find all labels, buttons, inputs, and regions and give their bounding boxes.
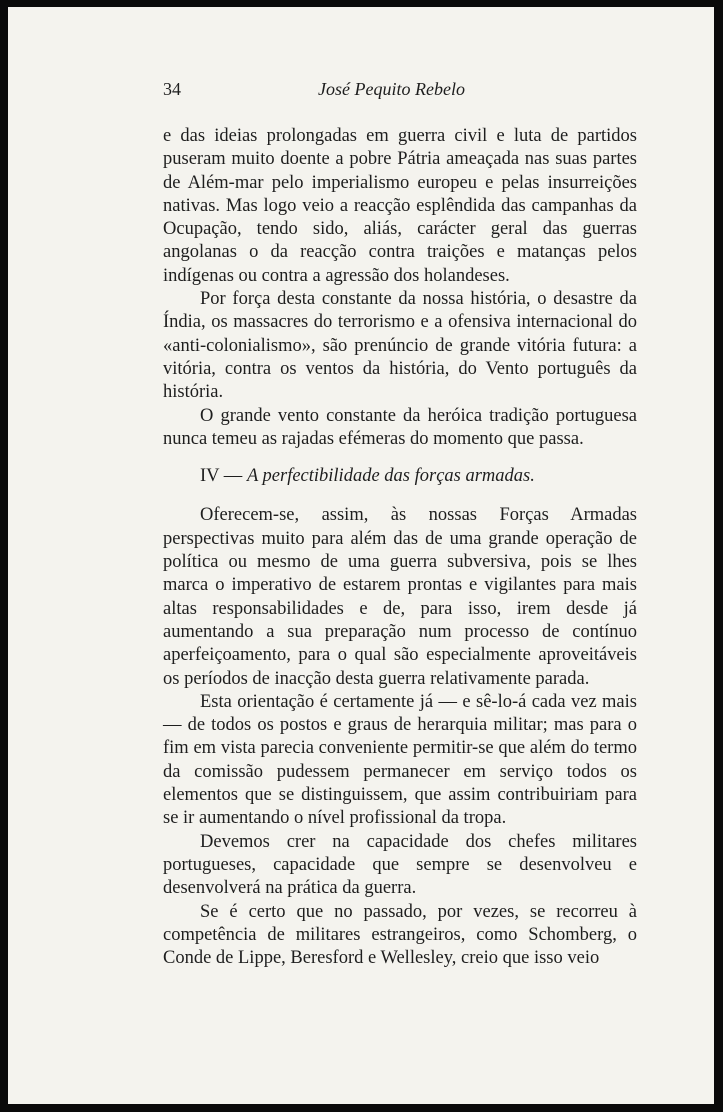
section-heading [163, 465, 637, 488]
paragraph: Oferecem-se, assim, às nossas Forças Armadas perspectivas muito para além das de uma grande operação de política ou mesmo de uma guerra subversiva, pois se lhes marca o imperativo de estarem prontas e vigilantes para mais altas responsabilidades e de, para isso, irem desde já aumentando a sua preparação num processo de contínuo aperfeiçoamento, para o qual são especialmente aproveitáveis os períodos de inacção desta guerra relativamente parada. [163, 505, 637, 689]
paragraph: Se é certo que no passado, por vezes, se recorreu à competência de militares estrangeiros, como Schomberg, o Conde de Lippe, Beresford e Wellesley, creio que isso veio [163, 901, 637, 969]
page-header [163, 79, 637, 103]
page-number: 34 [163, 79, 181, 99]
running-head-author: José Pequito Rebelo [318, 79, 465, 99]
section-title: A perfectibilidade das forças armadas. [246, 466, 535, 487]
paragraph: Esta orientação é certamente já — e sê-lo-á cada vez mais — de todos os postos e graus de herarquia militar; mas para o fim em vista parecia conveniente permitir-se que além do termo da comissão pudessem permanecer em serviço todos os elementos que se distinguissem, que assim contribuiriam para se ir aumentando o nível profissional da tropa. [163, 691, 637, 829]
book-page [8, 7, 714, 1104]
section-number: IV — [200, 466, 243, 487]
paragraph: O grande vento constante da heróica tradição portuguesa nunca temeu as rajadas efémeras do momento que passa. [163, 405, 637, 449]
paragraph-continuation: e das ideias prolongadas em guerra civil e luta de partidos puseram muito doente a pobre Pátria ameaçada nas suas partes de Além-mar pelo imperialismo europeu e pelas insurreições nativas. Mas logo veio a reacção esplêndida das campanhas da Ocupação, tendo sido, aliás, carácter geral das guerras angolanas o da reacção contra traições e matanças pelos indígenas ou contra a agressão dos holandeses. [163, 126, 637, 286]
paragraph: Por força desta constante da nossa história, o desastre da Índia, os massacres do terrorismo e a ofensiva internacional do «anti-colonialismo», são prenúncio de grande vitória futura: a vitória, contra os ventos da história, do Vento português da história. [163, 289, 637, 403]
page-body [163, 125, 637, 970]
paragraph: Devemos crer na capacidade dos chefes militares portugueses, capacidade que sempre se desenvolveu e desenvolverá na prática da guerra. [163, 831, 637, 899]
